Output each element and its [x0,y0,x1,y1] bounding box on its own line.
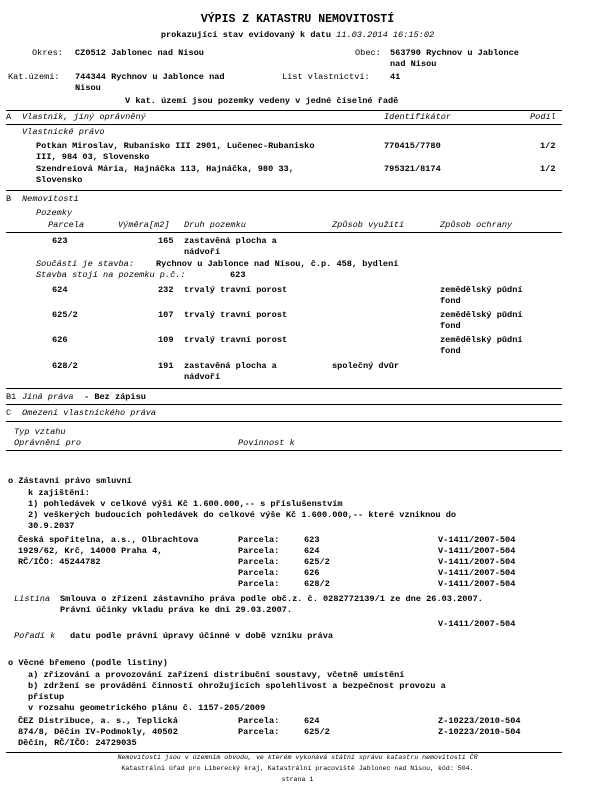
okres-label: Okres: [32,48,63,58]
owner-1-share: 1/2 [540,141,556,151]
parcel-626-protection-line1: zemědělský půdní [440,335,523,345]
zastavni-party-line2: 1929/62, Krč, 14000 Praha 4, [18,546,163,556]
parcel-628-2-number: 628/2 [52,361,78,371]
footer-line2: Katastrální úřad pro Liberecký kraj, Katastrální pracoviště Jablonec nad Nisou, kód: 504. [121,765,474,772]
section-b1-status: - Bez zápisu [84,392,146,402]
parcel-625-2-number: 625/2 [52,310,78,320]
lv-label: List vlastnictví: [282,72,370,82]
bremeno-party-line3: Děčín, RČ/IČO: 24729035 [18,738,137,748]
stavba-stoji-value: 623 [230,270,246,280]
owner-2-share: 1/2 [540,164,556,174]
parcel-624-area: 232 [158,285,174,295]
section-a-title: Vlastník, jiný oprávněný [22,112,146,122]
zastavni-party-line1: Česká spořitelna, a.s., Olbrachtova [18,535,199,545]
zastavni-ref: V-1411/2007-504 [438,579,516,589]
owner-2-line1: Szendreiová Mária, Hajnáčka 113, Hajnáčka, 980 33, [36,164,294,174]
col-identifikator: Identifikátor [384,112,452,122]
obec-label: Obec: [355,48,381,58]
col-zpusob-ochrany: Způsob ochrany [440,220,513,230]
kat-note: V kat. území jsou pozemky vedeny v jedné číselné řadě [125,96,399,106]
owner-2-line2: Slovensko [36,175,83,185]
parcel-624-protection-line2: fond [440,296,461,306]
bremeno-line-b2: přístup [28,692,65,702]
divider [6,190,562,191]
subtitle-prefix: prokazující stav evidovaný k datu [160,30,331,40]
zastavni-parcela: 623 [304,535,320,545]
bremeno-party-line2: 874/8, Děčín IV-Podmokly, 40502 [18,727,178,737]
parcel-626-type: trvalý travní porost [184,335,288,345]
page-number: strana 1 [281,776,314,783]
zastavni-zajisteni: k zajištění: [28,488,90,498]
zastavni-ref: V-1411/2007-504 [438,557,516,567]
kat-uzemi-label: Kat.území: [8,72,60,82]
opravneni-pro-label: Oprávnění pro [14,438,82,448]
poradi-text: datu podle právní úpravy účinné v době vzniku práva [70,631,334,641]
parcel-626-protection-line2: fond [440,346,461,356]
parcel-628-2-area: 191 [158,361,174,371]
col-parcela: Parcela [48,220,85,230]
footer-line1: Nemovitosti jsou v územním obvodu, ve kterém vykonává státní správu katastru nemovitostí ČR [117,754,478,761]
section-b1-letter: B1 [6,392,17,402]
typ-vztahu-label: Typ vztahu [14,427,66,437]
col-podil: Podíl [530,112,556,122]
parcel-628-2-type-line1: zastavěná plocha a [184,361,277,371]
lv-value: 41 [390,72,401,82]
section-b-letter: B [6,194,12,204]
zastavni-parcela: 626 [304,568,320,578]
kat-uzemi-value-line1: 744344 Rychnov u Jablonce nad [75,72,225,82]
vecne-bremeno-heading: o Věcné břemeno (podle listiny) [8,658,168,668]
subtitle-date: 11.03.2014 16:15:02 [336,30,435,40]
section-b1-title: Jiná práva [22,392,74,402]
divider [6,450,562,451]
divider [6,232,562,233]
zastavni-ref: V-1411/2007-504 [438,535,516,545]
owner-2-id: 795321/8174 [384,164,441,174]
soucast-label: Součástí je stavba: [36,259,134,269]
okres-value: CZ0512 Jablonec nad Nisou [75,48,204,58]
zastavni-parcela-label: Parcela: [238,557,280,567]
zastavni-parcela-label: Parcela: [238,568,280,578]
parcel-624-type: trvalý travní porost [184,285,288,295]
parcel-625-2-protection-line1: zemědělský půdní [440,310,523,320]
col-zpusob-vyuziti: Způsob využití [332,220,405,230]
zastavni-parcela: 625/2 [304,557,330,567]
parcel-623-area: 165 [158,236,174,246]
povinnost-k-label: Povinnost k [238,438,295,448]
zastavni-parcela-label: Parcela: [238,546,280,556]
section-a-letter: A [6,112,12,122]
zastavni-parcela: 624 [304,546,320,556]
kat-uzemi-value-line2: Nisou [75,83,101,93]
zastavni-pravo-heading: o Zástavní právo smluvní [8,476,132,486]
zastavni-parcela-label: Parcela: [238,579,280,589]
divider [6,124,562,125]
listina-text: Smlouva o zřízení zástavního práva podle obč.z. č. 0282772139/1 ze dne 26.03.2007. [60,594,483,604]
divider [6,421,562,422]
parcel-623-type-line2: nádvoří [184,247,221,257]
parcel-625-2-protection-line2: fond [440,321,461,331]
parcel-623-type-line1: zastavěná plocha a [184,236,277,246]
listina-label: Listina [14,594,51,604]
bremeno-parcela-label: Parcela: [238,716,280,726]
section-c-title: Omezení vlastnického práva [22,408,157,418]
parcel-624-number: 624 [52,285,68,295]
document-subtitle [0,30,595,41]
listina-ref: V-1411/2007-504 [438,619,516,629]
obec-value-line2: nad Nisou [390,59,437,69]
bremeno-line-a: a) zřizování a provozování zařízení distribuční soustavy, včetně umístění [28,670,405,680]
parcel-625-2-area: 107 [158,310,174,320]
zastavni-ref: V-1411/2007-504 [438,546,516,556]
soucast-value: Rychnov u Jablonce nad Nisou, č.p. 458, bydlení [156,259,399,269]
divider [6,388,562,389]
bremeno-party-line1: ČEZ Distribuce, a. s., Teplická [18,716,178,726]
owner-1-line2: III, 984 03, Slovensko [36,152,150,162]
stavba-stoji-label: Stavba stojí na pozemku p.č.: [36,270,186,280]
col-vymera: Výměra[m2] [118,220,170,230]
parcel-624-protection-line1: zemědělský půdní [440,285,523,295]
zastavni-line2: 2) veškerých budoucích pohledávek do celkové výše Kč 1.600.000,-- které vzniknou do [28,510,457,520]
zastavni-party-line3: RČ/IČO: 45244782 [18,557,101,567]
section-c-letter: C [6,408,12,418]
bremeno-ref: Z-10223/2010-504 [438,716,521,726]
bremeno-parcela-label: Parcela: [238,727,280,737]
divider [6,404,562,405]
listina-ucinky: Právní účinky vkladu práva ke dni 29.03.2007. [60,605,293,615]
bremeno-ref: Z-10223/2010-504 [438,727,521,737]
col-druh-pozemku: Druh pozemku [184,220,246,230]
bremeno-parcela: 625/2 [304,727,330,737]
parcel-628-2-usage: společný dvůr [332,361,400,371]
bremeno-line-b1: b) zdržení se provádění činností ohrožujících spolehlivost a bezpečnost provozu a [28,681,446,691]
zastavni-ref: V-1411/2007-504 [438,568,516,578]
pozemky-label: Pozemky [36,208,73,218]
zastavni-line3: 30.9.2037 [28,521,75,531]
owner-1-line1: Potkan Miroslav, Rubanisko III 2901, Lučenec-Rubanisko [36,141,315,151]
vlastnicke-pravo-label: Vlastnické právo [22,127,105,137]
parcel-623-number: 623 [52,236,68,246]
zastavni-parcela-label: Parcela: [238,535,280,545]
section-b-title: Nemovitosti [22,194,79,204]
zastavni-parcela: 628/2 [304,579,330,589]
bremeno-line-b3: v rozsahu geometrického plánu č. 1157-205/2009 [28,703,266,713]
zastavni-line1: 1) pohledávek v celkové výši Kč 1.600.000,-- s příslušenstvím [28,499,343,509]
parcel-626-area: 109 [158,335,174,345]
bremeno-parcela: 624 [304,716,320,726]
parcel-626-number: 626 [52,335,68,345]
obec-value-line1: 563790 Rychnov u Jablonce [390,48,519,58]
parcel-628-2-type-line2: nádvoří [184,372,221,382]
divider [6,110,562,111]
owner-1-id: 770415/7780 [384,141,441,151]
parcel-625-2-type: trvalý travní porost [184,310,288,320]
document-title: VÝPIS Z KATASTRU NEMOVITOSTÍ [200,13,395,26]
poradi-label: Pořadí k [14,631,56,641]
